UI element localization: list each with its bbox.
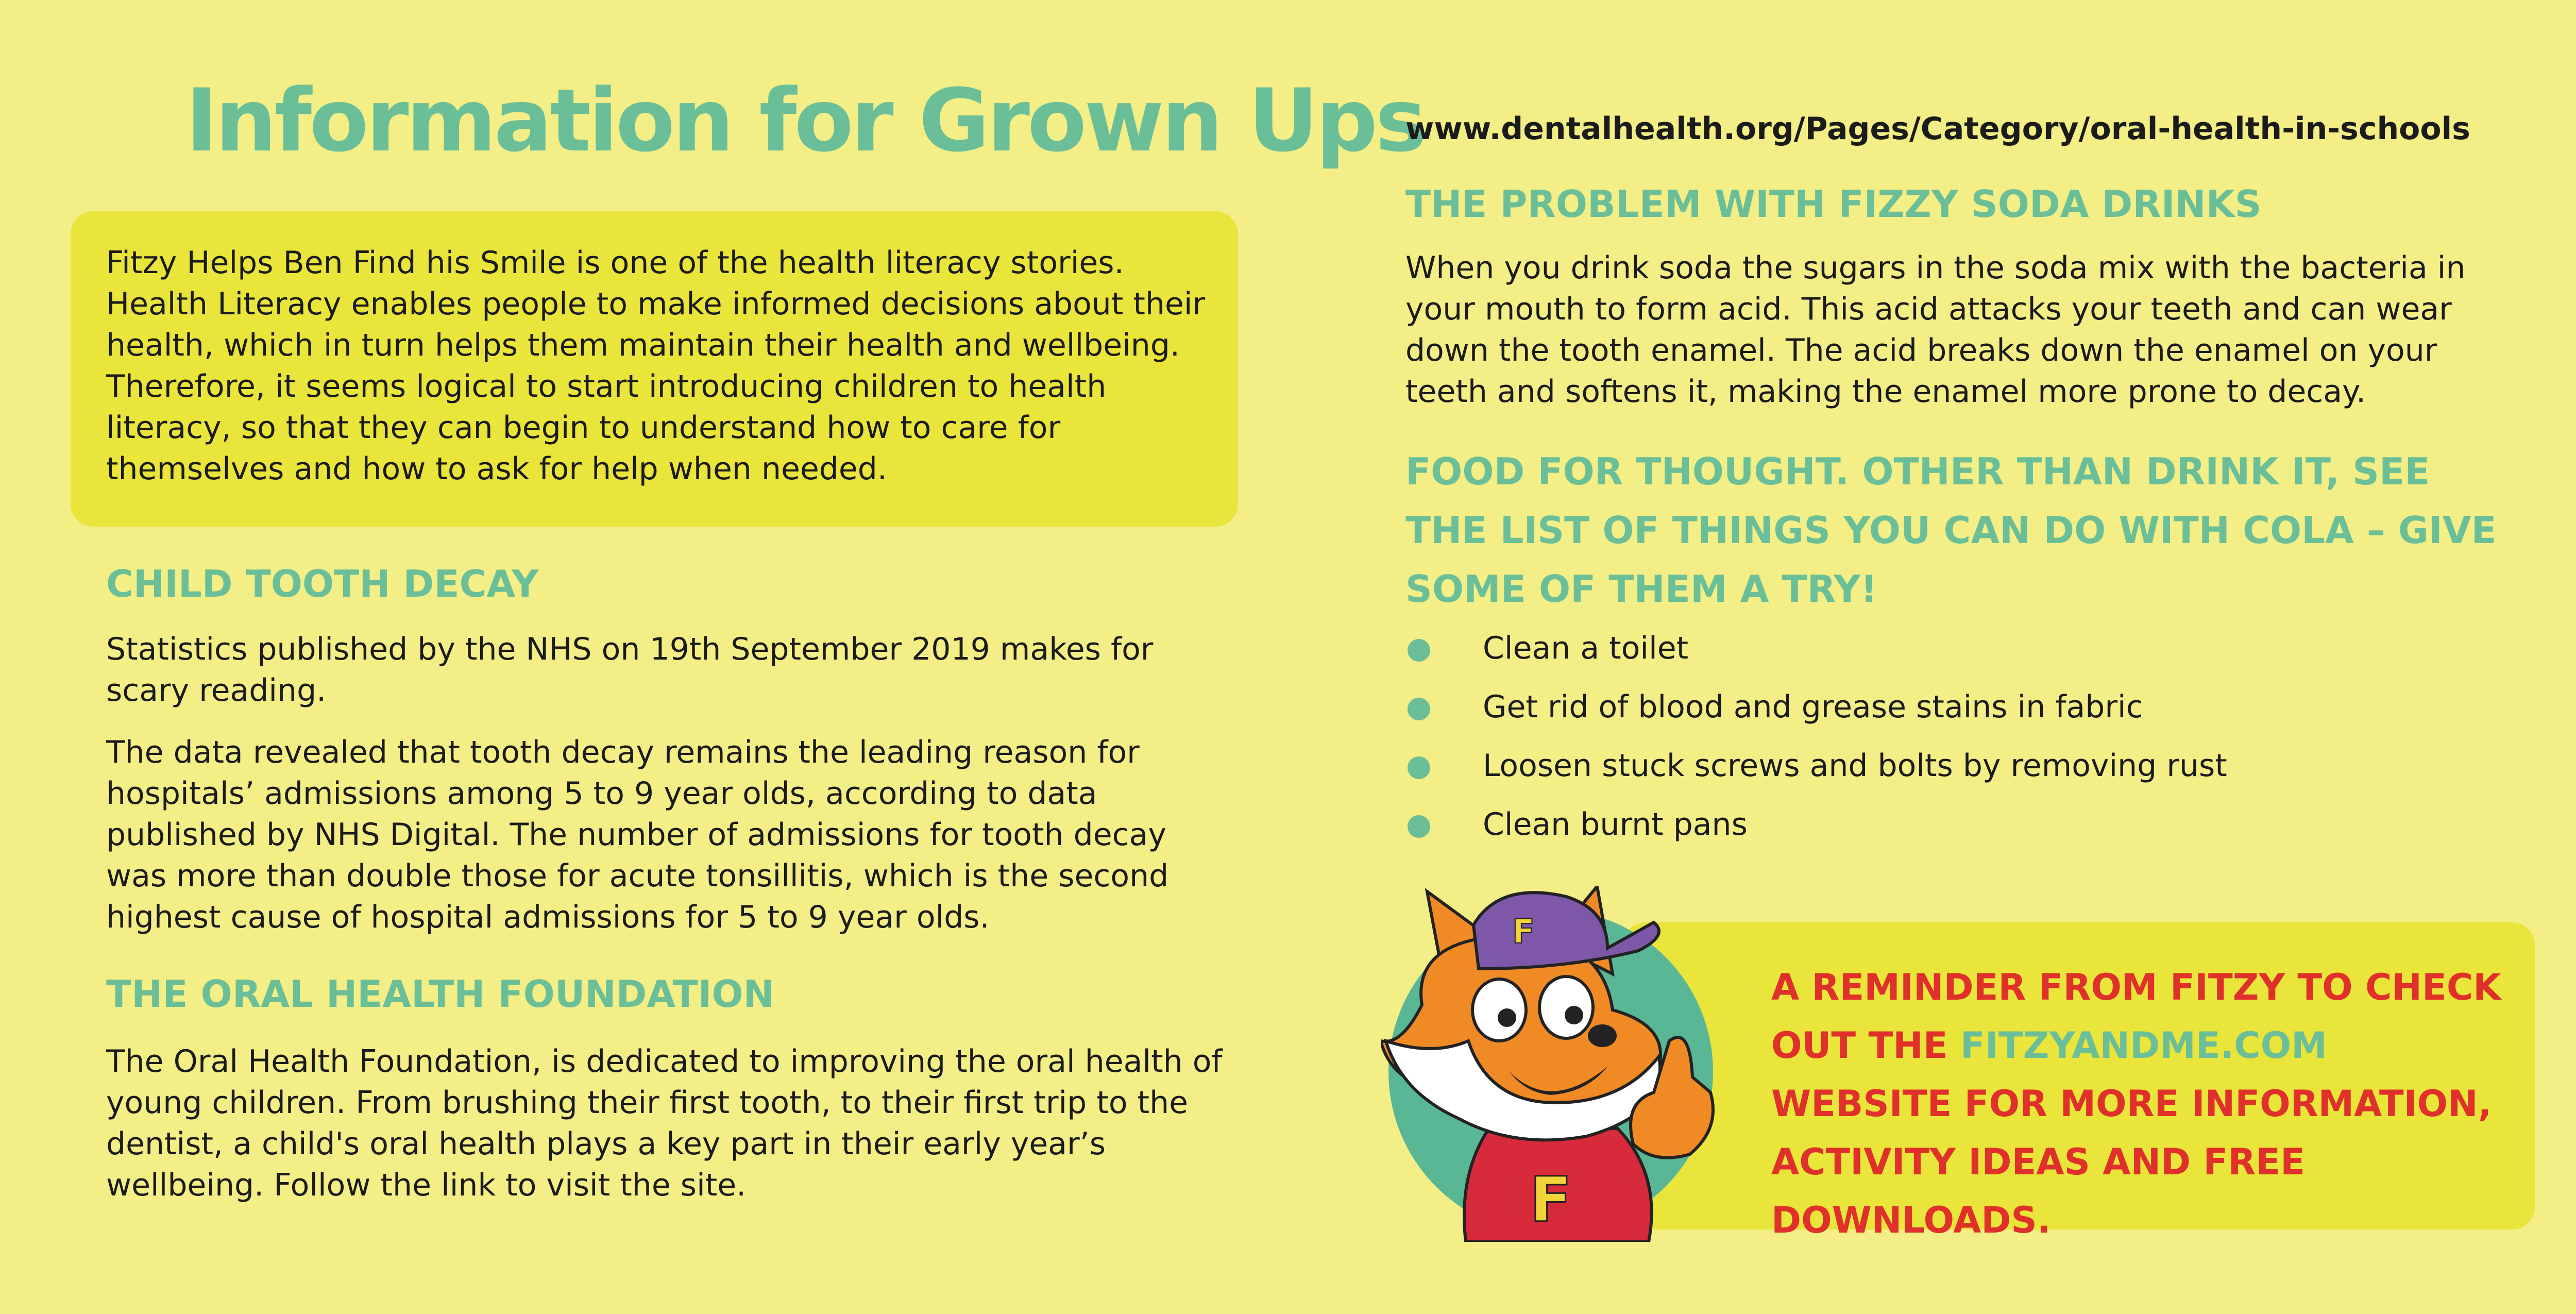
list-item-text: Loosen stuck screws and bolts by removing rust xyxy=(1483,748,2227,784)
fox-nose xyxy=(1588,1024,1617,1047)
child-tooth-decay-heading: CHILD TOOTH DECAY xyxy=(106,562,539,605)
fitzy-fox-mascot-illustration xyxy=(1381,886,1736,1242)
list-item-text: Clean a toilet xyxy=(1483,630,1689,666)
list-item-text: Get rid of blood and grease stains in fabric xyxy=(1483,689,2143,725)
page-title: Information for Grown Ups xyxy=(185,70,1425,171)
right-eye xyxy=(1539,976,1593,1038)
reminder-text xyxy=(1771,958,2503,1250)
left-eye xyxy=(1472,979,1526,1041)
bullet-dot xyxy=(1408,815,1430,838)
cap-letter: F xyxy=(1512,913,1535,951)
bullet-dot xyxy=(1408,698,1430,720)
oral-health-foundation-heading: THE ORAL HEALTH FOUNDATION xyxy=(106,972,774,1016)
shirt-letter: F xyxy=(1530,1165,1572,1236)
intro-text: Fitzy Helps Ben Find his Smile is one of the health literacy stories. Health Literacy enables people to make informed decisions about their health, which in turn helps them maintain their health and wellbeing. Therefore, it seems logical to start introducing children to health literacy, so that they can begin to understand how to care for themselves and how to ask for help when needed. xyxy=(106,245,1206,487)
list-item-text: Clean burnt pans xyxy=(1483,806,1748,843)
reminder-text-before: A REMINDER FROM FITZY TO CHECK OUT THE xyxy=(1771,966,2501,1067)
right-pupil xyxy=(1565,1006,1583,1024)
soda-paragraph: When you drink soda the sugars in the soda mix with the bacteria in your mouth to form acid. This acid attacks your teeth and can wear down the tooth enamel. The acid breaks down the enamel on your teeth and softens it, making the enamel more prone to decay. xyxy=(1405,250,2466,410)
reminder-text-after: WEBSITE FOR MORE INFORMATION, ACTIVITY IDEAS AND FREE DOWNLOADS. xyxy=(1771,1083,2492,1241)
bullet-dot xyxy=(1408,639,1430,662)
dental-health-link[interactable]: www.dentalhealth.org/Pages/Category/oral-health-in-schools xyxy=(1405,111,2470,147)
fizzy-soda-heading: THE PROBLEM WITH FIZZY SODA DRINKS xyxy=(1405,182,2262,226)
food-for-thought-heading: FOOD FOR THOUGHT. OTHER THAN DRINK IT, SEE THE LIST OF THINGS YOU CAN DO WITH COLA – GIVE SOME OF THEM A TRY! xyxy=(1405,450,2497,611)
left-pupil xyxy=(1498,1008,1516,1027)
decay-paragraph-1: Statistics published by the NHS on 19th September 2019 makes for scary reading. xyxy=(106,631,1154,709)
fitzy-website-link[interactable]: FITZYANDME.COM xyxy=(1960,1024,2327,1067)
bullet-dot xyxy=(1408,756,1430,779)
decay-paragraph-2: The data revealed that tooth decay remains the leading reason for hospitals’ admissions among 5 to 9 year olds, according to data published by NHS Digital. The number of admissions for tooth decay was more than double those for acute tonsillitis, which is the second highest cause of hospital admissions for 5 to 9 year olds. xyxy=(106,734,1169,935)
foundation-paragraph: The Oral Health Foundation, is dedicated to improving the oral health of young children. From brushing their first tooth, to their first trip to the dentist, a child's oral health plays a key part in their early year’s wellbeing. Follow the link to visit the site. xyxy=(106,1043,1223,1203)
